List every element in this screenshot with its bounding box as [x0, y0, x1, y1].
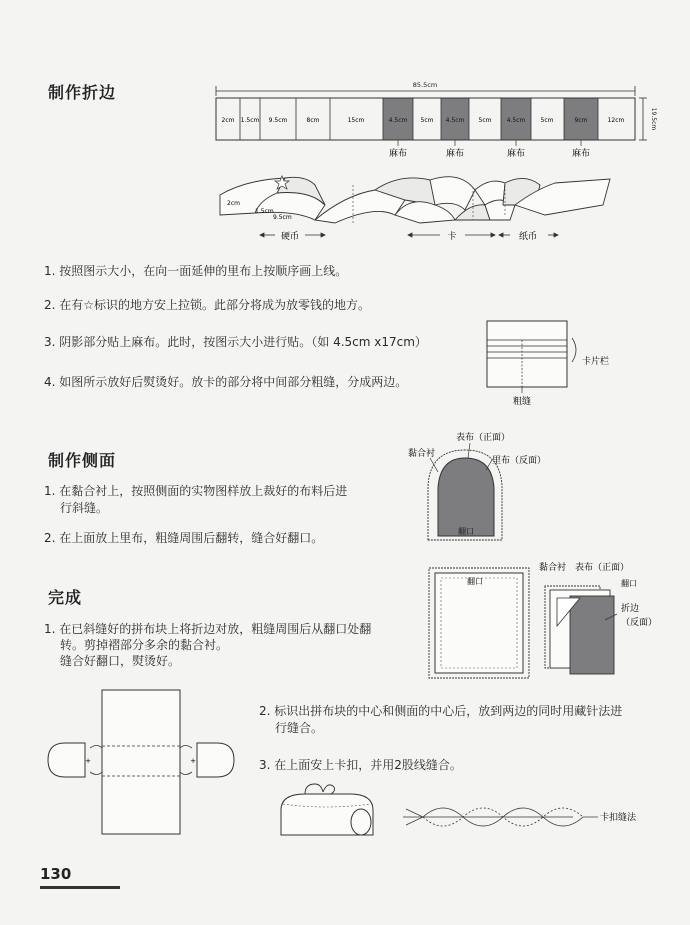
fold-step-4: 4. 如图所示放好后熨烫好。放卡的部分将中间部分粗缝，分成两边。 — [44, 375, 408, 389]
seg-label: 8cm — [306, 117, 320, 124]
side-lining-label: 里布（反面） — [492, 456, 547, 466]
seg-label: 2cm — [221, 117, 235, 124]
card-slot-label: 卡片栏 — [582, 357, 610, 367]
page-number-underline — [40, 886, 120, 889]
page-number: 130 — [40, 865, 72, 883]
seg-label: 4.5cm — [445, 117, 465, 124]
fold-step-1: 1. 按照图示大小，在向一面延伸的里布上按顺序画上线。 — [44, 264, 348, 278]
seg-label: 9cm — [574, 117, 588, 124]
side-outer-label: 表布（正面） — [456, 433, 511, 443]
side-panel-diagram — [400, 428, 575, 548]
linen-label: 麻布 — [506, 149, 526, 159]
seg-label: 4.5cm — [388, 117, 408, 124]
finish-reverse-label: （反面） — [621, 618, 658, 628]
card-slot-diagram — [484, 318, 654, 408]
finish-step-1c: 缝合好翻口，熨烫好。 — [60, 654, 181, 668]
fold-label-a: 2cm — [227, 200, 240, 207]
side-step-2: 2. 在上面放上里布，粗缝周围后翻转，缝合好翻口。 — [44, 531, 324, 545]
finish-step-1b: 转。剪掉褶部分多余的黏合衬。 — [60, 638, 229, 652]
linen-label: 麻布 — [388, 149, 408, 159]
finish-step-1: 1. 在已斜缝好的拼布块上将折边对放，粗缝周围后从翻口处翻 — [44, 622, 372, 636]
finish-fold-edge-label: 折边 — [621, 604, 640, 614]
seg-label: 5cm — [540, 117, 554, 124]
fold-label-b: 1.5cm — [255, 208, 274, 215]
finish-step-2b: 行缝合。 — [275, 721, 324, 735]
finish-step-2: 2. 标识出拼布块的中心和侧面的中心后，放到两边的同时用藏针法进 — [259, 704, 623, 718]
side-step-1b: 行斜缝。 — [60, 501, 109, 515]
seg-label: 5cm — [420, 117, 434, 124]
fold-step-2: 2. 在有☆标识的地方安上拉锁。此部分将成为放零钱的地方。 — [44, 298, 371, 312]
linen-label: 麻布 — [571, 149, 591, 159]
folded-strip-diagram — [215, 165, 625, 245]
seg-label: 4.5cm — [506, 117, 526, 124]
baste-label: 粗缝 — [512, 397, 532, 407]
zone-coin: 硬币 — [280, 232, 300, 242]
side-step-1: 1. 在黏合衬上，按照侧面的实物图样放上裁好的布料后进 — [44, 484, 348, 498]
zone-bill: 纸币 — [518, 232, 538, 242]
fold-label-c: 9.5cm — [273, 214, 292, 221]
dim-total-width: 85.5cm — [412, 81, 438, 89]
linen-label: 麻布 — [445, 149, 465, 159]
side-interfacing-label: 黏合衬 — [408, 449, 436, 459]
finish-outer-label: 表布（正面） — [575, 563, 630, 573]
dim-height: 19.5cm — [650, 107, 657, 131]
plus-icon: + — [190, 757, 196, 765]
fold-step-3: 3. 阴影部分贴上麻布。此时，按图示大小进行贴。（如 4.5cm x17cm） — [44, 335, 427, 349]
clasp-stitch-label: 卡扣缝法 — [600, 813, 637, 823]
section-title-fold: 制作折边 — [48, 83, 117, 102]
seg-label: 9.5cm — [268, 117, 288, 124]
seg-label: 5cm — [478, 117, 492, 124]
seg-label: 12cm — [607, 117, 625, 124]
zone-card: 卡 — [447, 232, 457, 242]
section-title-side: 制作侧面 — [48, 451, 117, 470]
plus-icon: + — [85, 757, 91, 765]
seg-label: 1.5cm — [240, 117, 260, 124]
finish-step-3: 3. 在上面安上卡扣，并用2股线缝合。 — [259, 758, 462, 772]
clasp-purse-diagram — [275, 780, 395, 840]
finish-opening2-label: 翻口 — [621, 579, 637, 588]
finish-interfacing-label: 黏合衬 — [539, 563, 567, 573]
finish-assembly-diagram — [425, 558, 685, 688]
side-opening-label: 翻口 — [458, 527, 474, 536]
assembly-cross-diagram — [45, 688, 245, 838]
section-title-finish: 完成 — [48, 588, 83, 607]
fold-strip-diagram — [200, 80, 670, 170]
finish-opening-label: 翻口 — [467, 577, 483, 586]
seg-label: 15cm — [347, 117, 365, 124]
clasp-stitch-diagram — [398, 795, 668, 835]
